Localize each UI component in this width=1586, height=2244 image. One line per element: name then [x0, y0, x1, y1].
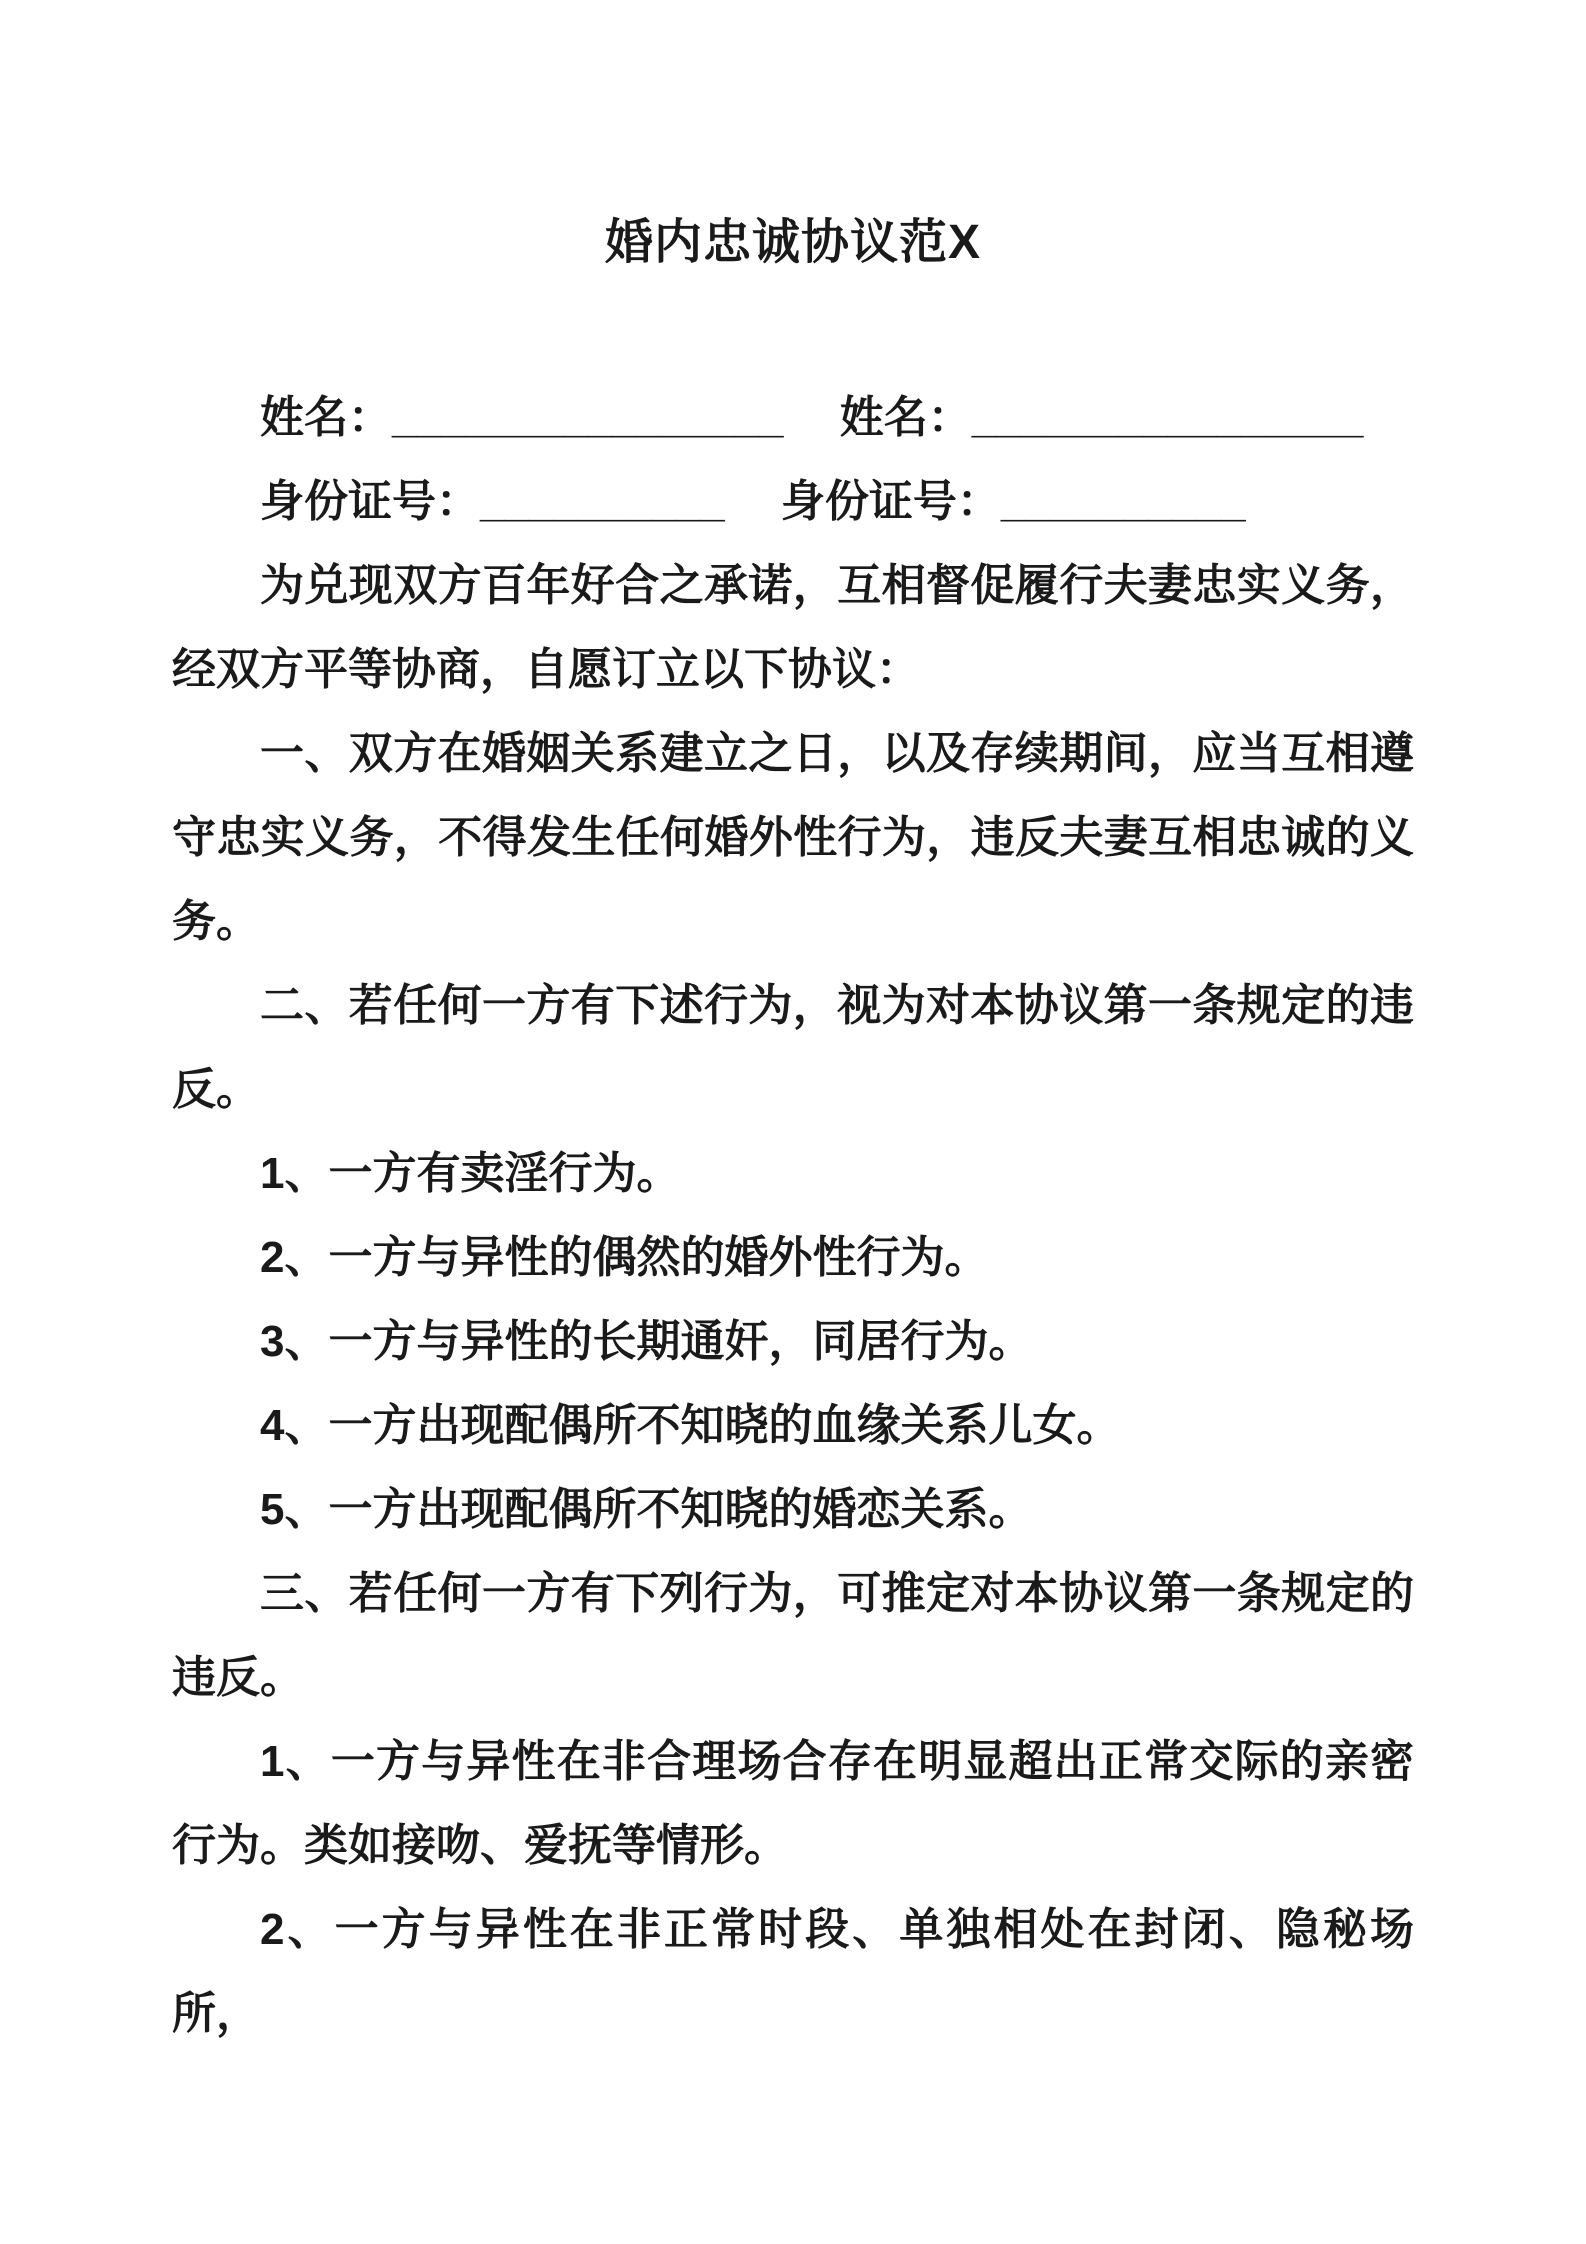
clause-2-item-1: 1、一方有卖淫行为。 [260, 1149, 681, 1198]
agreement-body [172, 376, 1414, 2056]
document-title: 婚内忠诚协议范X [604, 216, 982, 269]
clause-3-item-2: 2、一方与异性在非正常时段、单独相处在封闭、隐秘场所， [172, 1905, 1414, 2038]
clause-2-item-4: 4、一方出现配偶所不知晓的血缘关系儿女。 [260, 1401, 1121, 1450]
clause-2-item-3: 3、一方与异性的长期通奸，同居行为。 [260, 1317, 1033, 1366]
clause-2-item-2: 2、一方与异性的偶然的婚外性行为。 [260, 1233, 989, 1282]
preamble-paragraph: 为兑现双方百年好合之承诺，互相督促履行夫妻忠实义务，经双方平等协商，自愿订立以下协议： [172, 561, 1414, 694]
clause-2-paragraph: 二、若任何一方有下述行为，视为对本协议第一条规定的违反。 [172, 981, 1414, 1114]
clause-3-paragraph: 三、若任何一方有下列行为，可推定对本协议第一条规定的违反。 [172, 1569, 1414, 1702]
id-number-fields-line: 身份证号：__________ 身份证号：__________ [260, 477, 1246, 526]
clause-1-paragraph: 一、双方在婚姻关系建立之日，以及存续期间，应当互相遵守忠实义务，不得发生任何婚外性行为，违反夫妻互相忠诚的义务。 [172, 729, 1414, 946]
clause-2-item-5: 5、一方出现配偶所不知晓的婚恋关系。 [260, 1485, 1033, 1534]
clause-3-item-1: 1、一方与异性在非合理场合存在明显超出正常交际的亲密行为。类如接吻、爱抚等情形。 [172, 1737, 1414, 1870]
name-fields-line: 姓名：________________ 姓名：________________ [260, 393, 1364, 442]
